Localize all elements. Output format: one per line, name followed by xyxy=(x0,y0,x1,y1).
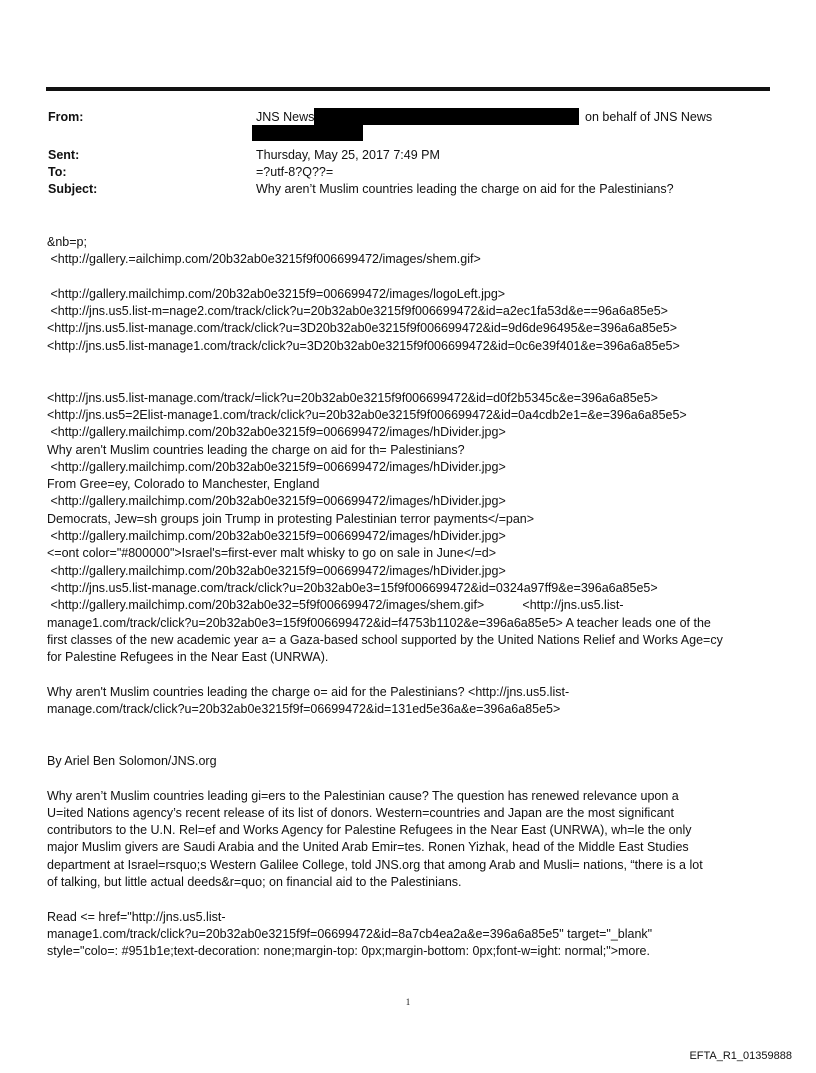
body-line: manage.com/track/click?u=20b32ab0e3215f9f=06699472&id=131ed5e36a&e=396a6a85e5> xyxy=(47,702,561,717)
body-line: <http://jns.us5.list-manage.com/track/click?u=20b32ab0e3=15f9f006699472&id=0324a97ff9&e=396a6a85e5> xyxy=(47,580,658,595)
body-line xyxy=(47,355,771,372)
body-line xyxy=(47,770,771,787)
to-label: To: xyxy=(48,165,67,179)
email-header xyxy=(0,0,816,200)
body-line xyxy=(47,269,771,286)
body-line: first classes of the new academic year a= a Gaza-based school supported by the United Nations Relief and Works Age=cy xyxy=(47,632,723,647)
body-line: <http://jns.us5=2Elist-manage1.com/track/click?u=20b32ab0e3215f9f006699472&id=0a4cdb2e1=&e=396a6a85e5> xyxy=(47,407,687,422)
body-line xyxy=(47,372,771,389)
body-line: major Muslim givers are Saudi Arabia and the United Arab Emir=tes. Ronen Yizhak, head of the Middle East Studies xyxy=(47,840,689,855)
body-line: department at Israel=rsquo;s Western Galilee College, told JNS.org that among Arab and Musli= nations, “there is a lot xyxy=(47,857,703,872)
body-line: &nb=p; xyxy=(47,235,87,249)
body-line: <http://gallery.mailchimp.com/20b32ab0e3215f9=006699472/images/logoLeft.jpg> xyxy=(47,286,506,301)
body-line: From Gree=ey, Colorado to Manchester, England xyxy=(47,477,320,492)
body-line xyxy=(47,736,771,753)
from-value: JNS News xyxy=(256,110,315,124)
body-line: for Palestine Refugees in the Near East (UNRWA). xyxy=(47,650,329,665)
from-label: From: xyxy=(48,110,84,124)
to-value: =?utf-8?Q??= xyxy=(256,165,334,179)
body-line: manage1.com/track/click?u=20b32ab0e3=15f9f006699472&id=f4753b1102&e=396a6a85e5> A teacher leads one of the xyxy=(47,615,711,630)
body-line: <http://gallery.mailchimp.com/20b32ab0e3215f9=006699472/images/hDivider.jpg> xyxy=(47,459,506,474)
body-line: U=ited Nations agency’s recent release of its list of donors. Western=countries and Japan are the most significant xyxy=(47,805,674,820)
body-line: contributors to the U.N. Rel=ef and Works Agency for Palestine Refugees in the Near East (UNRWA), wh=le the only xyxy=(47,823,692,838)
body-line: <http://gallery.mailchimp.com/20b32ab0e3215f9=006699472/images/hDivider.jpg> xyxy=(47,425,506,440)
redaction-block xyxy=(252,125,363,141)
body-line: <http://jns.us5.list-manage.com/track/=lick?u=20b32ab0e3215f9f006699472&id=d0f2b5345c&e=396a6a85e5> xyxy=(47,390,658,405)
body-line: <http://jns.us5.list-manage1.com/track/click?u=3D20b32ab0e3215f9f006699472&id=0c6e39f401&e=396a6a85e5> xyxy=(47,338,680,353)
body-line: Why aren't Muslim countries leading the charge o= aid for the Palestinians? <http://jns.us5.list- xyxy=(47,684,570,699)
sent-label: Sent: xyxy=(48,148,80,162)
email-body xyxy=(47,234,771,960)
body-line: <http://gallery.mailchimp.com/20b32ab0e3215f9=006699472/images/hDivider.jpg> xyxy=(47,529,506,544)
bates-number: EFTA_R1_01359888 xyxy=(689,1050,792,1062)
body-line: <http://gallery.mailchimp.com/20b32ab0e3215f9=006699472/images/hDivider.jpg> xyxy=(47,563,506,578)
body-line: style="colo=: #951b1e;text-decoration: none;margin-top: 0px;margin-bottom: 0px;font-w=ight: normal;">more. xyxy=(47,944,650,959)
redaction-block xyxy=(314,108,579,125)
body-line: Democrats, Jew=sh groups join Trump in protesting Palestinian terror payments</=pan> xyxy=(47,511,535,526)
body-line: manage1.com/track/click?u=20b32ab0e3215f9f=06699472&id=8a7cb4ea2a&e=396a6a85e5" target="_blank" xyxy=(47,926,653,941)
sent-value: Thursday, May 25, 2017 7:49 PM xyxy=(256,148,440,162)
body-line: <http://jns.us5.list-m=nage2.com/track/click?u=20b32ab0e3215f9f006699472&id=a2ec1fa53d&e==96a6a85e5> xyxy=(47,304,668,319)
body-line xyxy=(47,718,771,735)
body-line: of talking, but little actual deeds&r=quo; on financial aid to the Palestinians. xyxy=(47,874,462,889)
body-line: <http://gallery.=ailchimp.com/20b32ab0e3215f9f006699472/images/shem.gif> xyxy=(47,252,481,267)
body-line: <http://jns.us5.list-manage.com/track/click?u=3D20b32ab0e3215f9f006699472&id=9d6de96495&e=396a6a85e5> xyxy=(47,321,677,336)
body-line: By Ariel Ben Solomon/JNS.org xyxy=(47,753,217,768)
page-number: 1 xyxy=(405,997,411,1007)
body-line: Why aren’t Muslim countries leading gi=ers to the Palestinian cause? The question has renewed relevance upon a xyxy=(47,788,679,803)
body-line: <http://gallery.mailchimp.com/20b32ab0e3215f9=006699472/images/hDivider.jpg> xyxy=(47,494,506,509)
body-line xyxy=(47,891,771,908)
body-line: <http://gallery.mailchimp.com/20b32ab0e32=5f9f006699472/images/shem.gif> <http://jns.us5.list- xyxy=(47,598,624,613)
body-line: <=ont color="#800000">Israel's=first-ever malt whisky to go on sale in June</=d> xyxy=(47,546,497,561)
body-line xyxy=(47,666,771,683)
from-suffix: on behalf of JNS News xyxy=(585,110,713,124)
body-line: Why aren't Muslim countries leading the charge on aid for th= Palestinians? xyxy=(47,442,465,457)
subject-value: Why aren’t Muslim countries leading the charge on aid for the Palestinians? xyxy=(256,182,674,196)
subject-label: Subject: xyxy=(48,182,98,196)
body-line: Read <= href="http://jns.us5.list- xyxy=(47,909,226,924)
